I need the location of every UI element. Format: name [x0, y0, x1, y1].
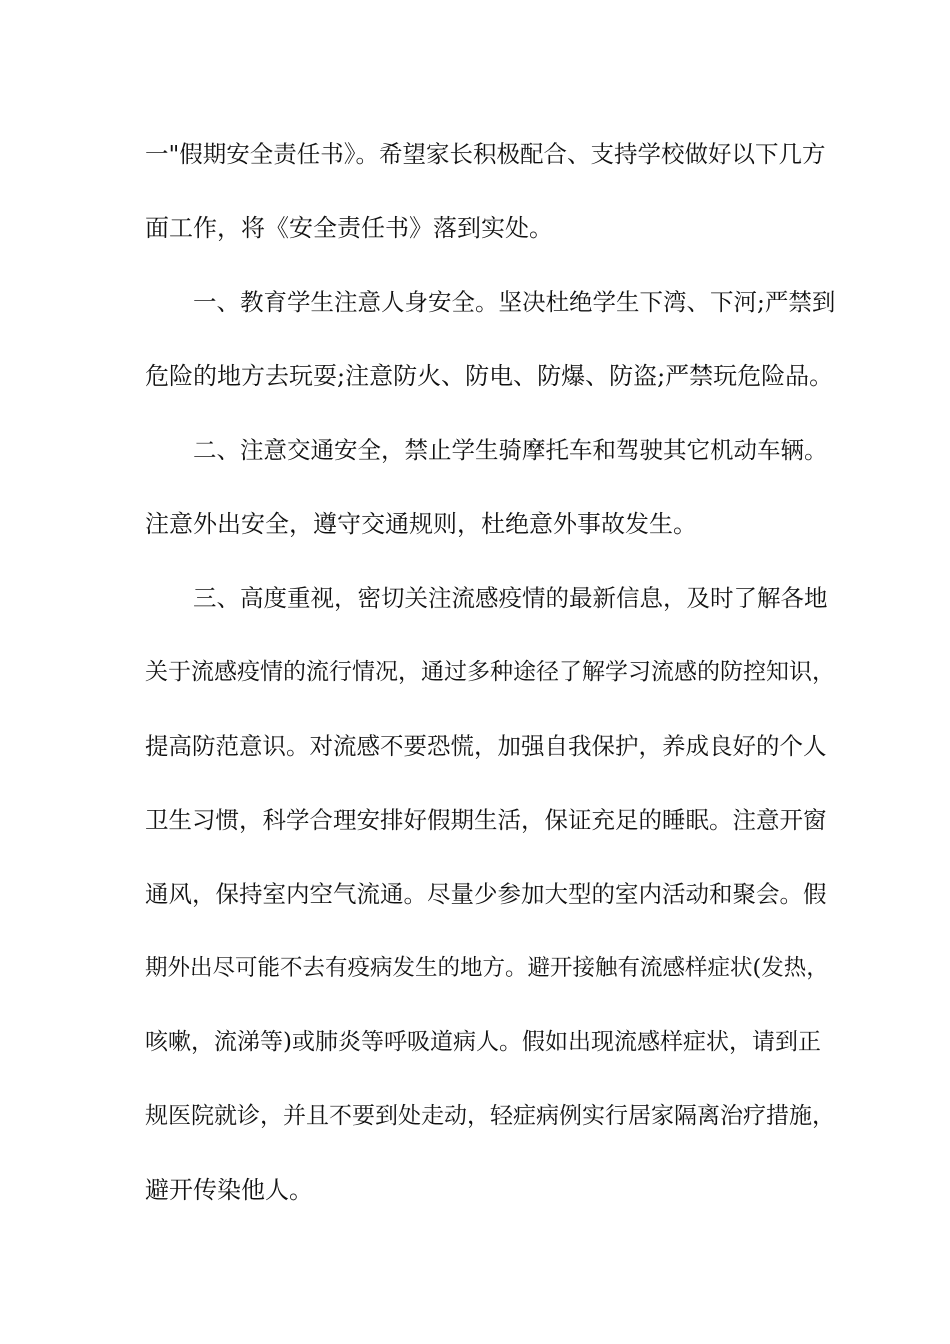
text-line: 提高防范意识。对流感不要恐慌，加强自我保护，养成良好的个人 — [145, 732, 827, 760]
paragraph-start-line: 三、高度重视，密切关注流感疫情的最新信息，及时了解各地 — [193, 584, 828, 612]
text-line: 卫生习惯，科学合理安排好假期生活，保证充足的睡眠。注意开窗 — [145, 806, 827, 834]
paragraph-start-line: 二、注意交通安全，禁止学生骑摩托车和驾驶其它机动车辆。 — [193, 436, 828, 464]
text-line: 咳嗽，流涕等)或肺炎等呼吸道病人。假如出现流感样症状，请到正 — [145, 1029, 821, 1055]
text-line: 避开传染他人。 — [145, 1176, 313, 1204]
text-line: 期外出尽可能不去有疫病发生的地方。避开接触有流感样症状(发热， — [145, 955, 829, 981]
document-body — [145, 126, 835, 1236]
text-line: 一"假期安全责任书》。希望家长积极配合、支持学校做好以下几方 — [145, 140, 826, 168]
text-line: 关于流感疫情的流行情况，通过多种途径了解学习流感的防控知识， — [145, 659, 835, 685]
text-line: 注意外出安全，遵守交通规则，杜绝意外事故发生。 — [145, 510, 697, 538]
text-line: 通风，保持室内空气流通。尽量少参加大型的室内活动和聚会。假 — [145, 880, 827, 908]
text-line: 规医院就诊，并且不要到处走动，轻症病例实行居家隔离治疗措施， — [145, 1103, 835, 1129]
paragraph-start-line: 一、教育学生注意人身安全。坚决杜绝学生下湾、下河;严禁到 — [193, 288, 836, 316]
text-line: 面工作，将《安全责任书》落到实处。 — [145, 214, 553, 242]
text-line: 危险的地方去玩耍;注意防火、防电、防爆、防盗;严禁玩危险品。 — [145, 362, 834, 390]
